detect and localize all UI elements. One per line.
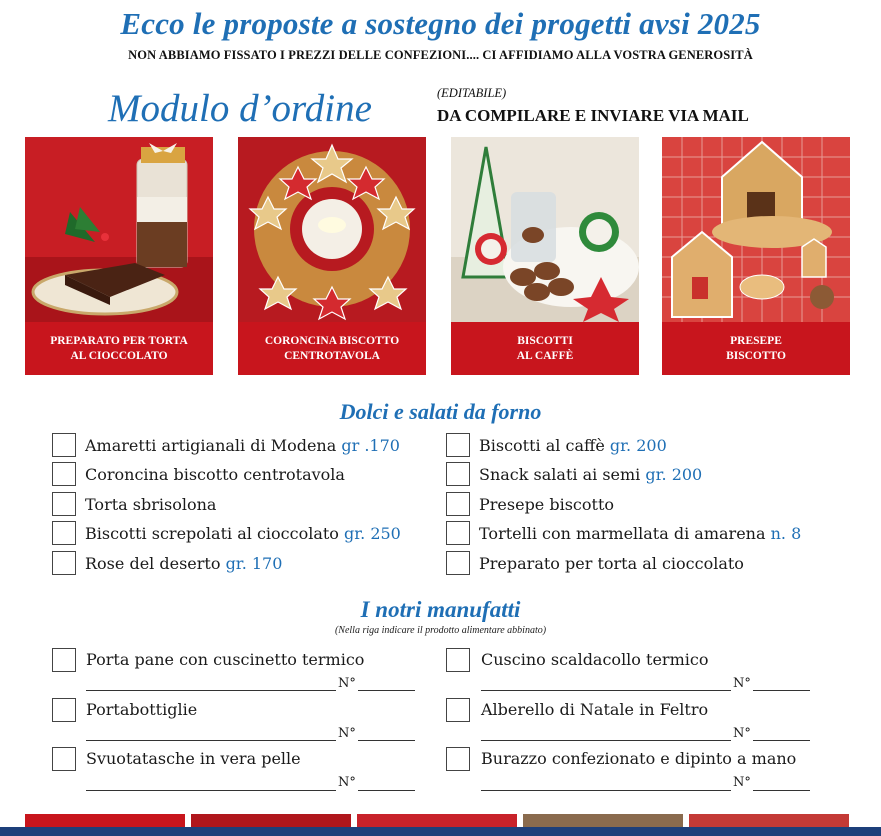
paired-product-field[interactable] (481, 721, 731, 741)
footer-bar (0, 827, 881, 836)
item-quantity: gr .170 (341, 435, 400, 455)
caption-line: CENTROTAVOLA (284, 349, 380, 362)
footer-photo (191, 814, 351, 828)
item-checkbox[interactable] (446, 747, 470, 771)
order-item (446, 550, 744, 576)
item-checkbox[interactable] (52, 521, 76, 545)
page-subtitle: NON ABBIAMO FISSATO I PREZZI DELLE CONFEZIONI.... CI AFFIDIAMO ALLA VOSTRA GENEROSITÀ (128, 48, 753, 62)
footer-photo (689, 814, 849, 828)
footer-photo (357, 814, 517, 828)
number-label: N° (733, 726, 751, 741)
page-title: Ecco le proposte a sostegno dei progetti avsi 2025 (120, 6, 761, 41)
item-checkbox[interactable] (446, 648, 470, 672)
caption-line: AL CIOCCOLATO (70, 349, 168, 362)
item-label: Tortelli con marmellata di amarena n. 8 (479, 523, 802, 543)
product-card-cookie-wreath (238, 137, 426, 375)
item-label: Rose del deserto gr. 170 (85, 553, 283, 573)
item-label: Preparato per torta al cioccolato (479, 553, 744, 573)
item-label: Porta pane con cuscinetto termico (86, 650, 365, 669)
item-quantity: n. 8 (770, 523, 802, 543)
item-label: Presepe biscotto (479, 494, 615, 514)
item-checkbox[interactable] (52, 462, 76, 486)
number-field[interactable] (753, 721, 810, 741)
cookie-wreath-photo (238, 137, 426, 322)
number-label: N° (733, 775, 751, 790)
item-label: Svuotatasche in vera pelle (86, 749, 301, 768)
order-item (446, 520, 801, 546)
product-card-nativity-biscuit (662, 137, 850, 375)
order-item (446, 461, 702, 487)
editable-note: (EDITABILE) (437, 86, 507, 100)
order-item (446, 491, 614, 517)
item-checkbox[interactable] (446, 433, 470, 457)
order-item (52, 461, 345, 487)
number-field[interactable] (753, 671, 810, 691)
item-quantity: gr. 200 (645, 464, 703, 484)
product-caption (238, 322, 426, 375)
item-label: Biscotti screpolati al cioccolato gr. 250 (85, 523, 401, 543)
item-quantity: gr. 200 (609, 435, 667, 455)
item-checkbox[interactable] (52, 433, 76, 457)
item-quantity: gr. 250 (344, 523, 401, 543)
order-item (52, 550, 282, 576)
item-checkbox[interactable] (52, 698, 76, 722)
order-item (52, 491, 216, 517)
item-checkbox[interactable] (446, 551, 470, 575)
paired-product-field[interactable] (86, 771, 336, 791)
section-title-baked-goods: Dolci e salati da forno (339, 399, 542, 424)
paired-product-field[interactable] (86, 721, 336, 741)
item-quantity: gr. 170 (225, 553, 283, 573)
item-checkbox[interactable] (52, 551, 76, 575)
item-label: Torta sbrisolona (85, 494, 217, 514)
product-card-coffee-biscuits (451, 137, 639, 375)
form-title: Modulo d’ordine (108, 87, 372, 130)
cake-mix-photo (25, 137, 213, 322)
number-field[interactable] (358, 721, 415, 741)
item-label: Coroncina biscotto centrotavola (85, 464, 345, 484)
order-item (446, 432, 667, 458)
number-field[interactable] (753, 771, 810, 791)
section-note: (Nella riga indicare il prodotto alimentare abbinato) (334, 625, 547, 636)
order-item (52, 520, 401, 546)
product-caption (662, 322, 850, 375)
nativity-biscuit-photo (662, 137, 850, 322)
item-checkbox[interactable] (446, 521, 470, 545)
number-field[interactable] (358, 671, 415, 691)
product-caption (451, 322, 639, 375)
number-label: N° (338, 676, 356, 691)
footer-photo (25, 814, 185, 828)
item-label: Cuscino scaldacollo termico (481, 650, 709, 669)
product-caption (25, 322, 213, 375)
item-checkbox[interactable] (446, 462, 470, 486)
item-label: Burazzo confezionato e dipinto a mano (481, 749, 797, 768)
number-label: N° (338, 726, 356, 741)
paired-product-field[interactable] (481, 671, 731, 691)
caption-line: AL CAFFÈ (516, 349, 574, 362)
caption-line: PREPARATO PER TORTA (50, 334, 188, 347)
item-label: Portabottiglie (86, 700, 198, 719)
product-card-cake-mix (25, 137, 213, 375)
coffee-biscuits-photo (451, 137, 639, 322)
item-checkbox[interactable] (52, 492, 76, 516)
paired-product-field[interactable] (481, 771, 731, 791)
order-item (52, 432, 400, 458)
item-checkbox[interactable] (446, 492, 470, 516)
number-label: N° (338, 775, 356, 790)
item-label: Snack salati ai semi gr. 200 (479, 464, 703, 484)
caption-line: BISCOTTI (517, 334, 573, 347)
item-label: Amaretti artigianali di Modena gr .170 (85, 435, 400, 455)
section-title-handmade: I notri manufatti (360, 597, 521, 622)
caption-line: CORONCINA BISCOTTO (264, 334, 400, 347)
footer-photo (523, 814, 683, 828)
item-checkbox[interactable] (52, 648, 76, 672)
paired-product-field[interactable] (86, 671, 336, 691)
caption-line: BISCOTTO (726, 349, 786, 362)
footer-photo-strip (0, 814, 881, 836)
item-label: Alberello di Natale in Feltro (481, 700, 709, 719)
number-label: N° (733, 676, 751, 691)
item-checkbox[interactable] (446, 698, 470, 722)
caption-line: PRESEPE (730, 334, 782, 347)
item-checkbox[interactable] (52, 747, 76, 771)
item-label: Biscotti al caffè gr. 200 (479, 435, 667, 455)
number-field[interactable] (358, 771, 415, 791)
form-instruction: DA COMPILARE E INVIARE VIA MAIL (437, 106, 749, 125)
